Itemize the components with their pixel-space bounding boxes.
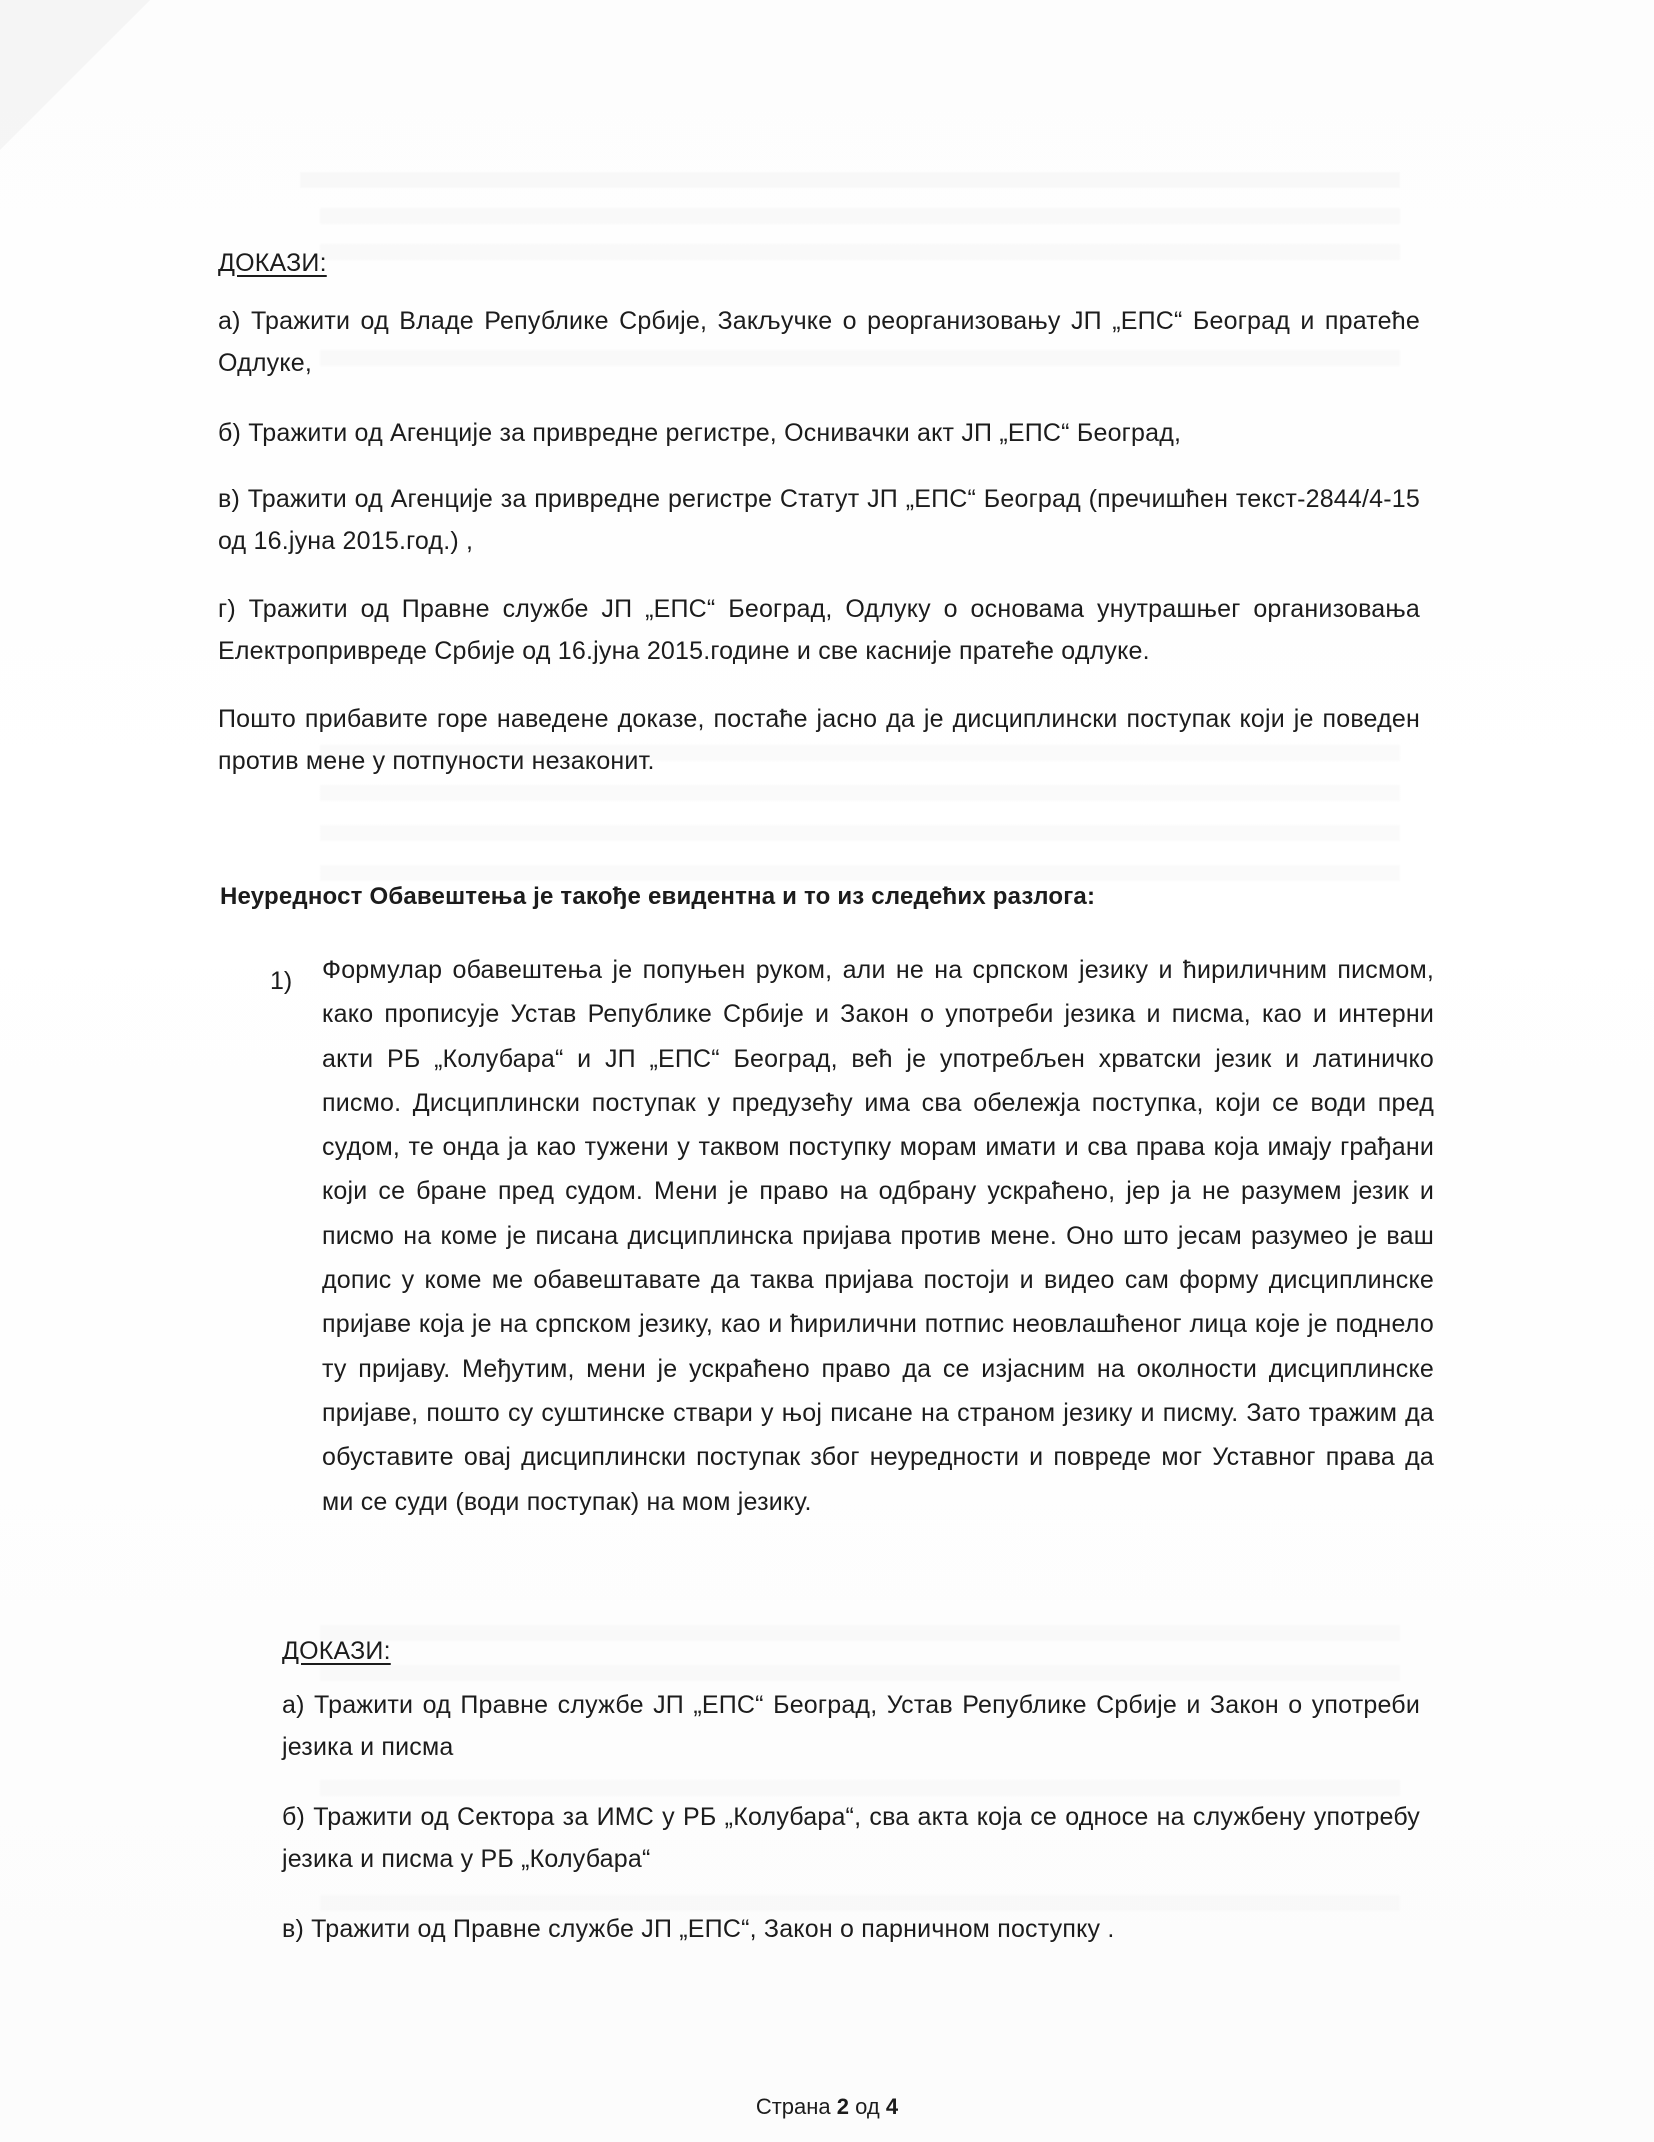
section2-heading: Неуредност Обавештења је такође евидентна и то из следећих разлога: bbox=[220, 883, 1096, 910]
section1-conclusion: Пошто прибавите горе наведене доказе, постаће јасно да је дисциплински поступак који је поведен против мене у потпуности незаконит. bbox=[218, 705, 1420, 775]
page-footer bbox=[0, 2094, 1654, 2120]
page-label: Страна bbox=[755, 2094, 831, 2119]
evidence-item-b: б) Тражити од Агенције за привредне регистре, Оснивачки акт ЈП „ЕПС“ Београд, bbox=[218, 419, 1182, 447]
evidence-item-a: а) Тражити од Правне службе ЈП „ЕПС“ Београд, Устав Републике Србије и Закон о употреби језика и писма bbox=[282, 1691, 1420, 1761]
bleed-through-artifact bbox=[320, 1625, 1400, 1641]
section2-paragraph: Формулар обавештења је попуњен руком, али не на српском језику и ћириличним писмом, како прописује Устав Републике Србије и Закон о употреби језика и писма, као и интерни акти РБ „Колубара“ и ЈП „ЕПС“ Београд, већ је употребљен хрватски језик и латиничко писмо. Дисциплински поступак у предузећу има сва обележја поступка, који се води пред судом, те онда ја као тужени у таквом поступку морам имати и сва права која имају грађани који се бране пред судом. Мени је право на одбрану ускраћено, јер ја не разумем језик и писмо на коме је писана дисциплинска пријава против мене. Оно што јесам разумео је ваш допис у коме ме обавештавате да таква пријава постоји и видео сам форму дисциплинске пријаве која је на српском језику, као и ћирилични потпис неовлашћеног лица које је поднело ту пријаву. Међутим, мени је ускраћено право да се изјасним на околности дисциплинске пријаве, пошто су суштинске ствари у њој писане на страном језику и писму. Зато тражим да обуставите овај дисциплински поступак због неуредности и повреде мог Уставног права да ми се суди (води поступак) на мом језику. bbox=[322, 956, 1434, 1516]
evidence-item-g: г) Тражити од Правне службе ЈП „ЕПС“ Београд, Одлуку о основама унутрашњег организовања Електропривреде Србије од 16.јуна 2015.године и све касније пратеће одлуке. bbox=[218, 595, 1420, 665]
scan-corner-shadow bbox=[0, 0, 150, 150]
bleed-through-artifact bbox=[320, 785, 1400, 801]
bleed-through-artifact bbox=[320, 1665, 1400, 1681]
evidence-item-v: в) Тражити од Агенције за привредне регистре Статут ЈП „ЕПС“ Београд (пречишћен текст-2844/4-15 од 16.јуна 2015.год.) , bbox=[218, 485, 1420, 555]
evidence-item-a: а) Тражити од Владе Републике Србије, Закључке о реорганизовању ЈП „ЕПС“ Београд и пратеће Одлуке, bbox=[218, 307, 1420, 377]
bleed-through-artifact bbox=[320, 208, 1400, 224]
bleed-through-artifact bbox=[320, 244, 1400, 260]
evidence-item-b: б) Тражити од Сектора за ИМС у РБ „Колубара“, сва акта која се односе на службену употребу језика и писма у РБ „Колубара“ bbox=[282, 1803, 1420, 1873]
page-of-label: од bbox=[855, 2094, 880, 2119]
page-total: 4 bbox=[885, 2094, 899, 2119]
evidence-item-v: в) Тражити од Правне службе ЈП „ЕПС“, Закон о парничном поступку . bbox=[282, 1915, 1115, 1943]
list-number: 1) bbox=[270, 967, 293, 995]
section3-heading: ДОКАЗИ: bbox=[282, 1637, 391, 1665]
page-current: 2 bbox=[836, 2094, 850, 2119]
bleed-through-artifact bbox=[300, 172, 1400, 188]
bleed-through-artifact bbox=[320, 1780, 1400, 1796]
section1-heading: ДОКАЗИ: bbox=[218, 249, 327, 277]
bleed-through-artifact bbox=[320, 825, 1400, 841]
